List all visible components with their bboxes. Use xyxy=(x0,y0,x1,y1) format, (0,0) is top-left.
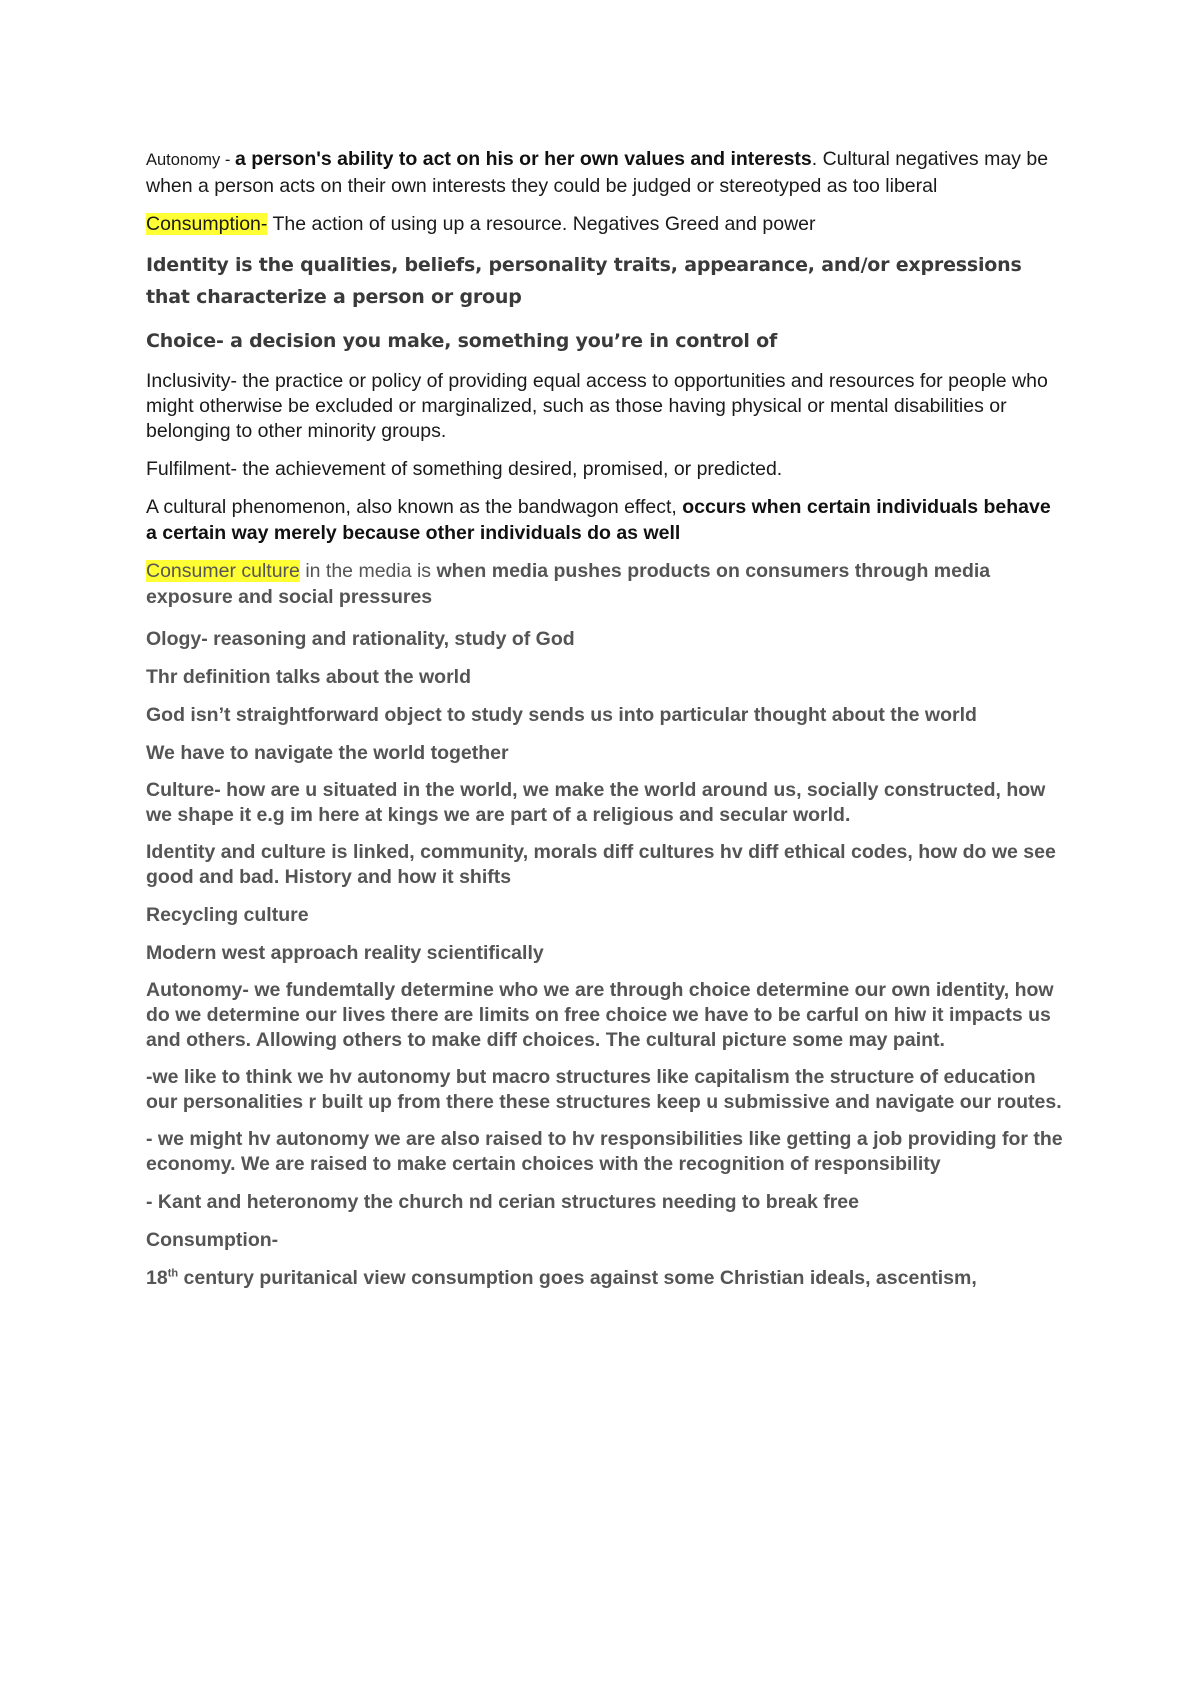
term-consumption-highlighted: Consumption- xyxy=(146,213,268,235)
document-page xyxy=(146,146,1066,1291)
century-number: 18 xyxy=(146,1267,168,1289)
note-macro-structures: -we like to think we hv autonomy but macro structures like capitalism the structure of education our personalities r built up from there these structures keep u submissive and navigate our routes. xyxy=(146,1066,1062,1113)
paragraph-inclusivity: Inclusivity- the practice or policy of providing equal access to opportunities and resources for people who might otherwise be excluded or marginalized, such as those having physical or mental disabilities or belonging to other minority groups. xyxy=(146,370,1048,442)
note-culture: Culture- how are u situated in the world, we make the world around us, socially constructed, how we shape it e.g im here at kings we are part of a religious and secular world. xyxy=(146,779,1046,826)
century-text: century puritanical view consumption goes against some Christian ideals, ascentism, xyxy=(178,1267,977,1289)
paragraph-autonomy xyxy=(146,146,1066,199)
note-navigate: We have to navigate the world together xyxy=(146,742,509,764)
paragraph-choice: Choice- a decision you make, something you’re in control of xyxy=(146,330,778,352)
note-ology: Ology- reasoning and rationality, study of God xyxy=(146,628,575,650)
note-recycling: Recycling culture xyxy=(146,904,309,926)
paragraph-fulfilment: Fulfilment- the achievement of something desired, promised, or predicted. xyxy=(146,458,783,480)
paragraph-consumer-culture xyxy=(146,558,1066,610)
note-responsibilities: - we might hv autonomy we are also raised to hv responsibilities like getting a job providing for the economy. We are raised to make certain choices with the recognition of responsibility xyxy=(146,1128,1063,1175)
paragraph-bandwagon xyxy=(146,494,1066,546)
text-consumer-culture-mid: in the media is xyxy=(299,560,437,582)
note-definition: Thr definition talks about the world xyxy=(146,666,471,688)
note-god: God isn’t straightforward object to study sends us into particular thought about the world xyxy=(146,704,977,726)
term-autonomy: Autonomy - xyxy=(146,151,235,169)
text-autonomy-rest: . Cultural negatives may be when a person acts on their own interests they could be judged or stereotyped as too liberal xyxy=(146,148,1049,197)
note-identity-culture: Identity and culture is linked, community, morals diff cultures hv diff ethical codes, how do we see good and bad. History and how it shifts xyxy=(146,841,1056,888)
century-suffix: th xyxy=(167,1267,179,1280)
note-autonomy: Autonomy- we fundemtally determine who we are through choice determine our own identity, how do we determine our lives there are limits on free choice we have to be carful on hiw it impacts us and others. Allowing others to make diff choices. The cultural picture some may paint. xyxy=(146,979,1054,1051)
term-consumer-culture-highlighted: Consumer culture xyxy=(146,560,300,582)
note-consumption-heading: Consumption- xyxy=(146,1229,279,1251)
text-bandwagon-bold: occurs when certain individuals behave a certain way merely because other individuals do as well xyxy=(146,496,1051,544)
note-18th-century xyxy=(146,1265,1066,1291)
definition-autonomy: a person's ability to act on his or her own values and interests xyxy=(234,148,812,170)
text-bandwagon-lead: A cultural phenomenon, also known as the bandwagon effect, xyxy=(146,496,683,518)
note-modern-west: Modern west approach reality scientifically xyxy=(146,942,544,964)
paragraph-consumption xyxy=(146,211,1066,237)
text-consumption-rest: The action of using up a resource. Negatives Greed and power xyxy=(267,213,816,235)
note-kant: - Kant and heteronomy the church nd cerian structures needing to break free xyxy=(146,1191,859,1213)
text-consumer-culture-bold: when media pushes products on consumers through media exposure and social pressures xyxy=(146,560,991,608)
paragraph-identity: Identity is the qualities, beliefs, personality traits, appearance, and/or expressions that characterize a person or group xyxy=(146,254,1022,308)
